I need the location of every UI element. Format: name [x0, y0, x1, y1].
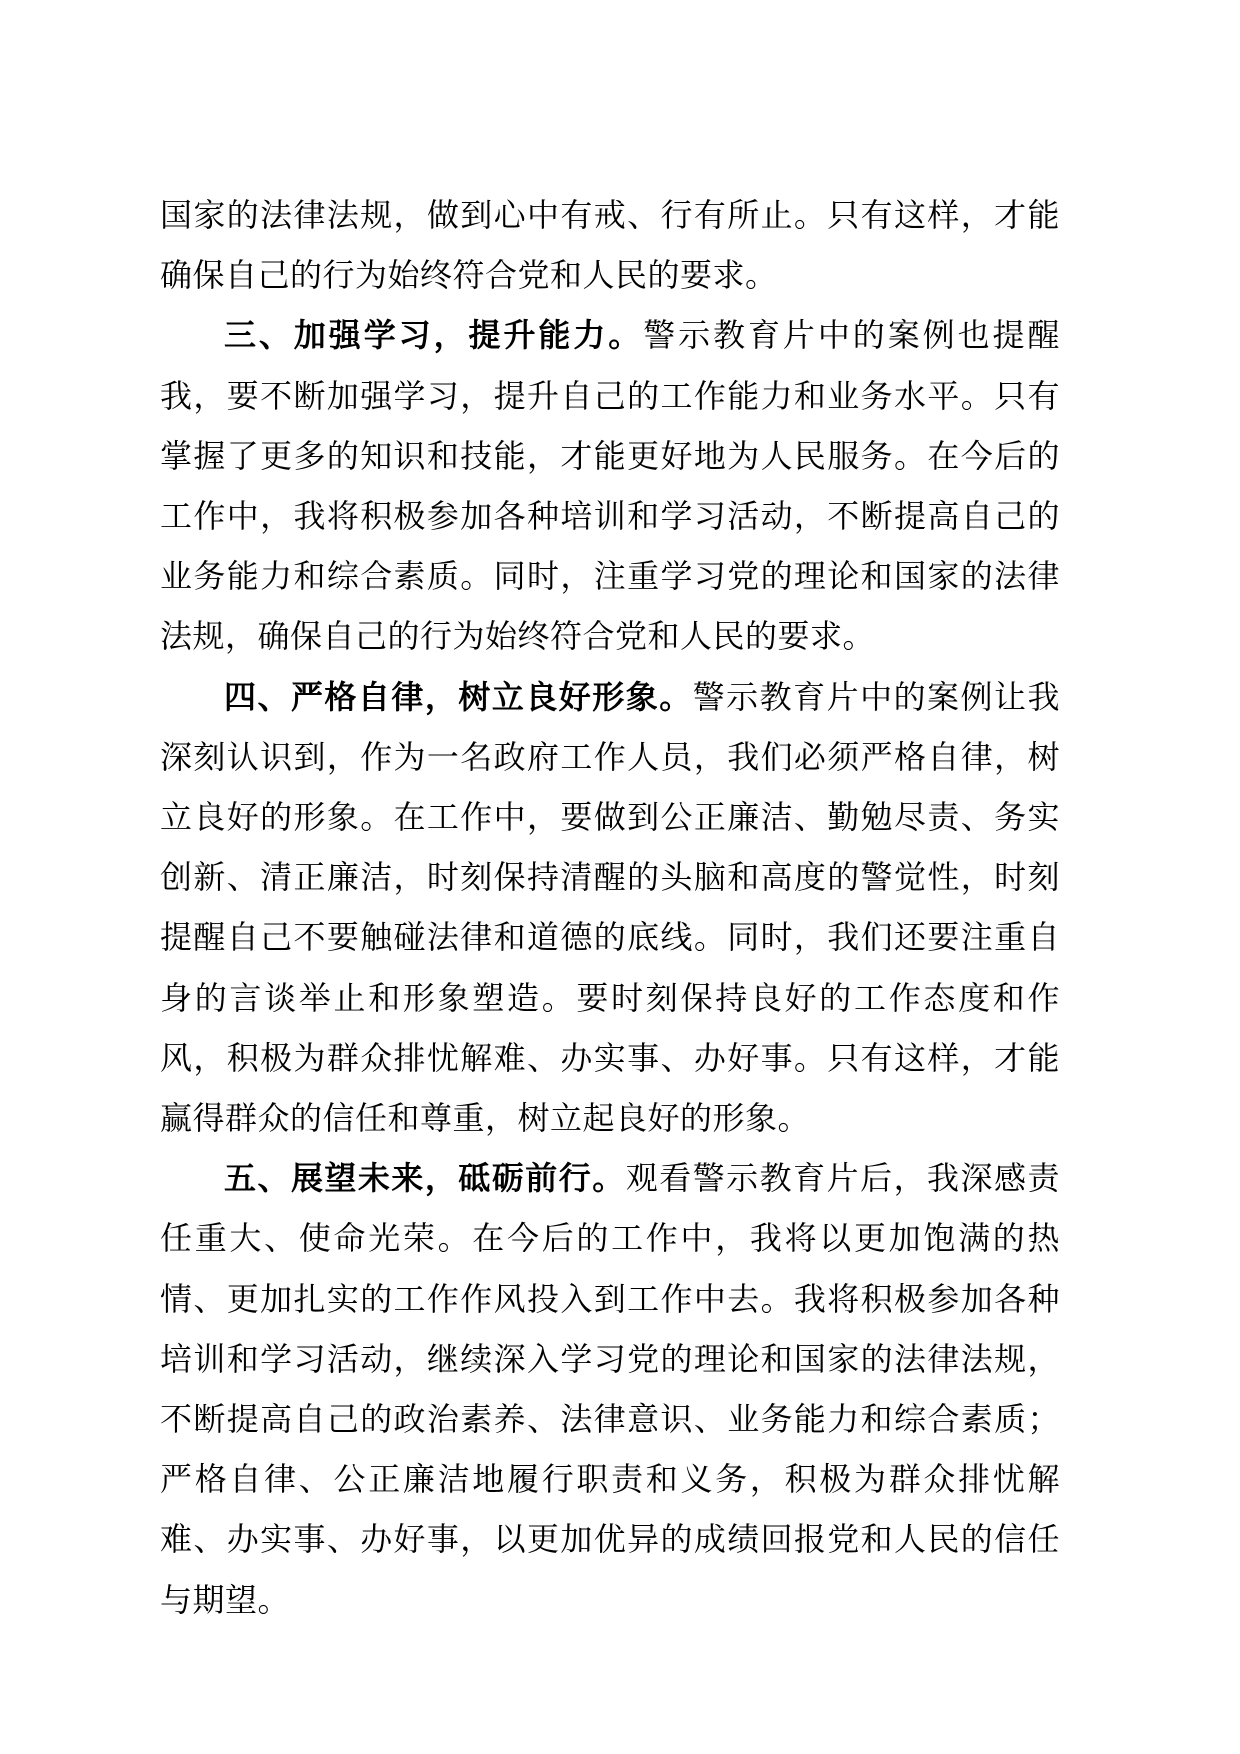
- section-heading: 四、严格自律，树立良好形象。: [224, 677, 693, 716]
- paragraph-body: 国家的法律法规，做到心中有戒、行有所止。只有这样，才能确保自己的行为始终符合党和人民的要求。: [160, 196, 1060, 295]
- paragraph-body: 警示教育片中的案例让我深刻认识到，作为一名政府工作人员，我们必须严格自律，树立良好的形象。在工作中，要做到公正廉洁、勤勉尽责、务实创新、清正廉洁，时刻保持清醒的头脑和高度的警觉性，时刻提醒自己不要触碰法律和道德的底线。同时，我们还要注重自身的言谈举止和形象塑造。要时刻保持良好的工作态度和作风，积极为群众排忧解难、办实事、办好事。只有这样，才能赢得群众的信任和尊重，树立起良好的形象。: [160, 677, 1060, 1138]
- paragraph-continuation: [160, 185, 1060, 305]
- paragraph-section-4: [160, 667, 1060, 1149]
- section-heading: 三、加强学习，提升能力。: [224, 316, 644, 355]
- paragraph-section-3: [160, 305, 1060, 666]
- paragraph-body: 观看警示教育片后，我深感责任重大、使命光荣。在今后的工作中，我将以更加饱满的热情、更加扎实的工作作风投入到工作中去。我将积极参加各种培训和学习活动，继续深入学习党的理论和国家的法律法规，不断提高自己的政治素养、法律意识、业务能力和综合素质；严格自律、公正廉洁地履行职责和义务，积极为群众排忧解难、办实事、办好事，以更加优异的成绩回报党和人民的信任与期望。: [160, 1159, 1060, 1619]
- paragraph-section-5: [160, 1148, 1060, 1630]
- document-body: [160, 185, 1060, 1630]
- paragraph-body: 警示教育片中的案例也提醒我，要不断加强学习，提升自己的工作能力和业务水平。只有掌握了更多的知识和技能，才能更好地为人民服务。在今后的工作中，我将积极参加各种培训和学习活动，不断提高自己的业务能力和综合素质。同时，注重学习党的理论和国家的法律法规，确保自己的行为始终符合党和人民的要求。: [160, 316, 1060, 656]
- section-heading: 五、展望未来，砥砺前行。: [224, 1159, 626, 1198]
